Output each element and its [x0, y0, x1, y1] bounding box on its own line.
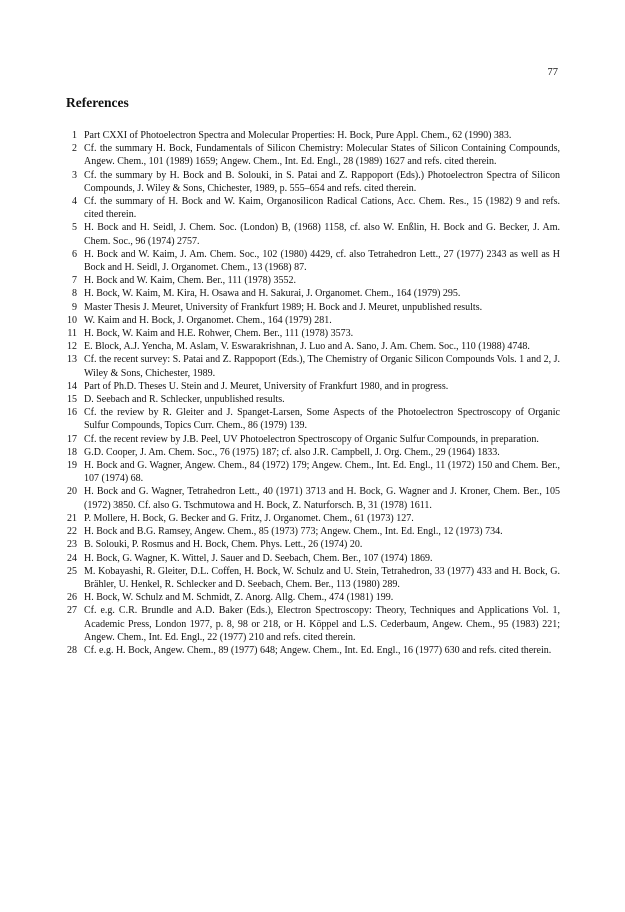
- reference-item: [60, 327, 560, 340]
- reference-number: 7: [72, 275, 77, 287]
- reference-item: [60, 287, 560, 300]
- reference-text: H. Bock, G. Wagner, K. Wittel, J. Sauer and D. Seebach, Chem. Ber., 107 (1974) 1869.: [84, 552, 433, 564]
- reference-number: 28: [67, 644, 77, 656]
- reference-item: [60, 142, 560, 168]
- reference-item: [60, 538, 560, 551]
- reference-number: 17: [67, 433, 77, 445]
- reference-number: 19: [67, 460, 77, 472]
- reference-number: 5: [72, 222, 77, 234]
- reference-item: [60, 195, 560, 221]
- reference-number: 2: [72, 143, 77, 155]
- reference-text: H. Bock and G. Wagner, Tetrahedron Lett., 40 (1971) 3713 and H. Bock, G. Wagner and J. Kroner, Chem. Ber., 105 (1972) 3850. Cf. also G. Tschmutowa and H. Bock, Z. Naturforsch. B, 31 (1978) 1611.: [84, 486, 560, 511]
- reference-item: [60, 353, 560, 379]
- reference-number: 12: [67, 341, 77, 353]
- reference-text: M. Kobayashi, R. Gleiter, D.L. Coffen, H. Bock, W. Schulz and U. Stein, Tetrahedron, 33 (1977) 433 and H. Bock, G. Brähler, U. Henkel, R. Schlecker and D. Seebach, Chem. Ber., 113 (1980) 289.: [84, 565, 560, 590]
- reference-number: 21: [67, 512, 77, 524]
- reference-item: [60, 446, 560, 459]
- reference-text: H. Bock, W. Kaim, M. Kira, H. Osawa and H. Sakurai, J. Organomet. Chem., 164 (1979) 295.: [84, 288, 461, 300]
- reference-number: 13: [67, 354, 77, 366]
- reference-text: E. Block, A.J. Yencha, M. Aslam, V. Eswarakrishnan, J. Luo and A. Sano, J. Am. Chem. Soc., 110 (1988) 4748.: [84, 341, 530, 353]
- reference-text: Cf. the summary by H. Bock and B. Solouki, in S. Patai and Z. Rappoport (Eds).) Photoelectron Spectra of Silicon Compounds, J. Wiley & Sons, Chichester, 1989, p. 555–654 and refs. cited therein.: [84, 169, 560, 194]
- reference-text: H. Bock and B.G. Ramsey, Angew. Chem., 85 (1973) 773; Angew. Chem., Int. Ed. Engl., 12 (1973) 734.: [84, 526, 503, 538]
- reference-number: 8: [72, 288, 77, 300]
- reference-number: 24: [67, 552, 77, 564]
- reference-item: [60, 644, 560, 657]
- reference-text: H. Bock, W. Kaim and H.E. Rohwer, Chem. Ber., 111 (1978) 3573.: [84, 328, 354, 340]
- reference-number: 9: [72, 301, 77, 313]
- reference-item: [60, 274, 560, 287]
- reference-text: Cf. the recent review by J.B. Peel, UV Photoelectron Spectroscopy of Organic Sulfur Compounds, in preparation.: [84, 433, 539, 445]
- reference-item: [60, 459, 560, 485]
- reference-item: [60, 380, 560, 393]
- reference-number: 4: [72, 196, 77, 208]
- references-heading: References: [66, 95, 129, 110]
- reference-item: [60, 169, 560, 195]
- reference-number: 15: [67, 394, 77, 406]
- reference-text: Cf. e.g. C.R. Brundle and A.D. Baker (Eds.), Electron Spectroscopy: Theory, Techniques and Applications Vol. 1, Academic Press, London 1977, p. 8, 98 or 218, or H. Köppel and L.S. Cederbaum, Angew. Chem., 95 (1983) 221; Angew. Chem., Int. Ed. Engl., 22 (1977) 210 and refs. cited therein.: [84, 605, 560, 643]
- reference-text: P. Mollere, H. Bock, G. Becker and G. Fritz, J. Organomet. Chem., 61 (1973) 127.: [84, 512, 414, 524]
- reference-text: Cf. the recent survey: S. Patai and Z. Rappoport (Eds.), The Chemistry of Organic Silicon Compounds Vols. 1 and 2, J. Wiley & Sons, Chichester, 1989.: [84, 354, 560, 379]
- reference-text: Cf. e.g. H. Bock, Angew. Chem., 89 (1977) 648; Angew. Chem., Int. Ed. Engl., 16 (1977) 630 and refs. cited therein.: [84, 644, 552, 656]
- reference-text: H. Bock and H. Seidl, J. Chem. Soc. (London) B, (1968) 1158, cf. also W. Enßlin, H. Bock and G. Becker, J. Am. Chem. Soc., 96 (1974) 2757.: [84, 222, 560, 247]
- reference-item: [60, 604, 560, 644]
- page-number: 77: [547, 67, 558, 78]
- reference-number: 11: [67, 328, 77, 340]
- reference-text: Part CXXI of Photoelectron Spectra and Molecular Properties: H. Bock, Pure Appl. Chem., 62 (1990) 383.: [84, 130, 512, 141]
- reference-item: [60, 406, 560, 432]
- reference-text: Cf. the summary H. Bock, Fundamentals of Silicon Chemistry: Molecular States of Silicon Containing Compounds, Angew. Chem., 101 (1989) 1659; Angew. Chem., Int. Ed. Engl., 28 (1989) 1627 and refs. cited therein.: [84, 143, 560, 168]
- reference-number: 6: [72, 248, 77, 260]
- reference-item: [60, 512, 560, 525]
- reference-item: [60, 525, 560, 538]
- reference-text: H. Bock, W. Schulz and M. Schmidt, Z. Anorg. Allg. Chem., 474 (1981) 199.: [84, 592, 394, 604]
- reference-number: 20: [67, 486, 77, 498]
- reference-text: H. Bock and W. Kaim, Chem. Ber., 111 (1978) 3552.: [84, 275, 297, 287]
- reference-number: 1: [72, 130, 77, 141]
- reference-item: [60, 129, 560, 142]
- reference-item: [60, 248, 560, 274]
- reference-number: 27: [67, 605, 77, 617]
- reference-item: [60, 485, 560, 511]
- reference-item: [60, 340, 560, 353]
- reference-number: 25: [67, 565, 77, 577]
- reference-item: [60, 314, 560, 327]
- reference-text: D. Seebach and R. Schlecker, unpublished results.: [84, 394, 285, 406]
- reference-item: [60, 393, 560, 406]
- reference-number: 10: [67, 314, 77, 326]
- reference-list: [60, 129, 560, 657]
- reference-text: H. Bock and W. Kaim, J. Am. Chem. Soc., 102 (1980) 4429, cf. also Tetrahedron Lett., 27 (1977) 2343 as well as H Bock and H. Seidl, J. Organomet. Chem., 13 (1968) 87.: [84, 248, 560, 274]
- reference-text: G.D. Cooper, J. Am. Chem. Soc., 76 (1975) 187; cf. also J.R. Campbell, J. Org. Chem., 29 (1964) 1833.: [84, 446, 500, 458]
- reference-text: W. Kaim and H. Bock, J. Organomet. Chem., 164 (1979) 281.: [84, 314, 332, 326]
- reference-number: 3: [72, 169, 77, 181]
- reference-text: H. Bock and G. Wagner, Angew. Chem., 84 (1972) 179; Angew. Chem., Int. Ed. Engl., 11 (1972) 150 and Chem. Ber., 107 (1974) 68.: [84, 460, 560, 485]
- reference-item: [60, 552, 560, 565]
- reference-number: 26: [67, 592, 77, 604]
- reference-number: 14: [67, 380, 77, 392]
- reference-text: B. Solouki, P. Rosmus and H. Bock, Chem. Phys. Lett., 26 (1974) 20.: [84, 539, 363, 551]
- reference-number: 23: [67, 539, 77, 551]
- reference-text: Part of Ph.D. Theses U. Stein and J. Meuret, University of Frankfurt 1980, and in progress.: [84, 380, 449, 392]
- reference-number: 18: [67, 446, 77, 458]
- reference-number: 22: [67, 526, 77, 538]
- reference-item: [60, 221, 560, 247]
- reference-item: [60, 565, 560, 591]
- reference-number: 16: [67, 407, 77, 419]
- reference-item: [60, 591, 560, 604]
- reference-text: Cf. the summary of H. Bock and W. Kaim, Organosilicon Radical Cations, Acc. Chem. Res., 15 (1982) 9 and refs. cited therein.: [84, 196, 560, 221]
- reference-item: [60, 301, 560, 314]
- reference-text: Master Thesis J. Meuret, University of Frankfurt 1989; H. Bock and J. Meuret, unpublished results.: [84, 301, 483, 313]
- reference-text: Cf. the review by R. Gleiter and J. Spanget-Larsen, Some Aspects of the Photoelectron Spectroscopy of Organic Sulfur Compounds, Topics Curr. Chem., 86 (1979) 139.: [84, 407, 560, 432]
- reference-item: [60, 433, 560, 446]
